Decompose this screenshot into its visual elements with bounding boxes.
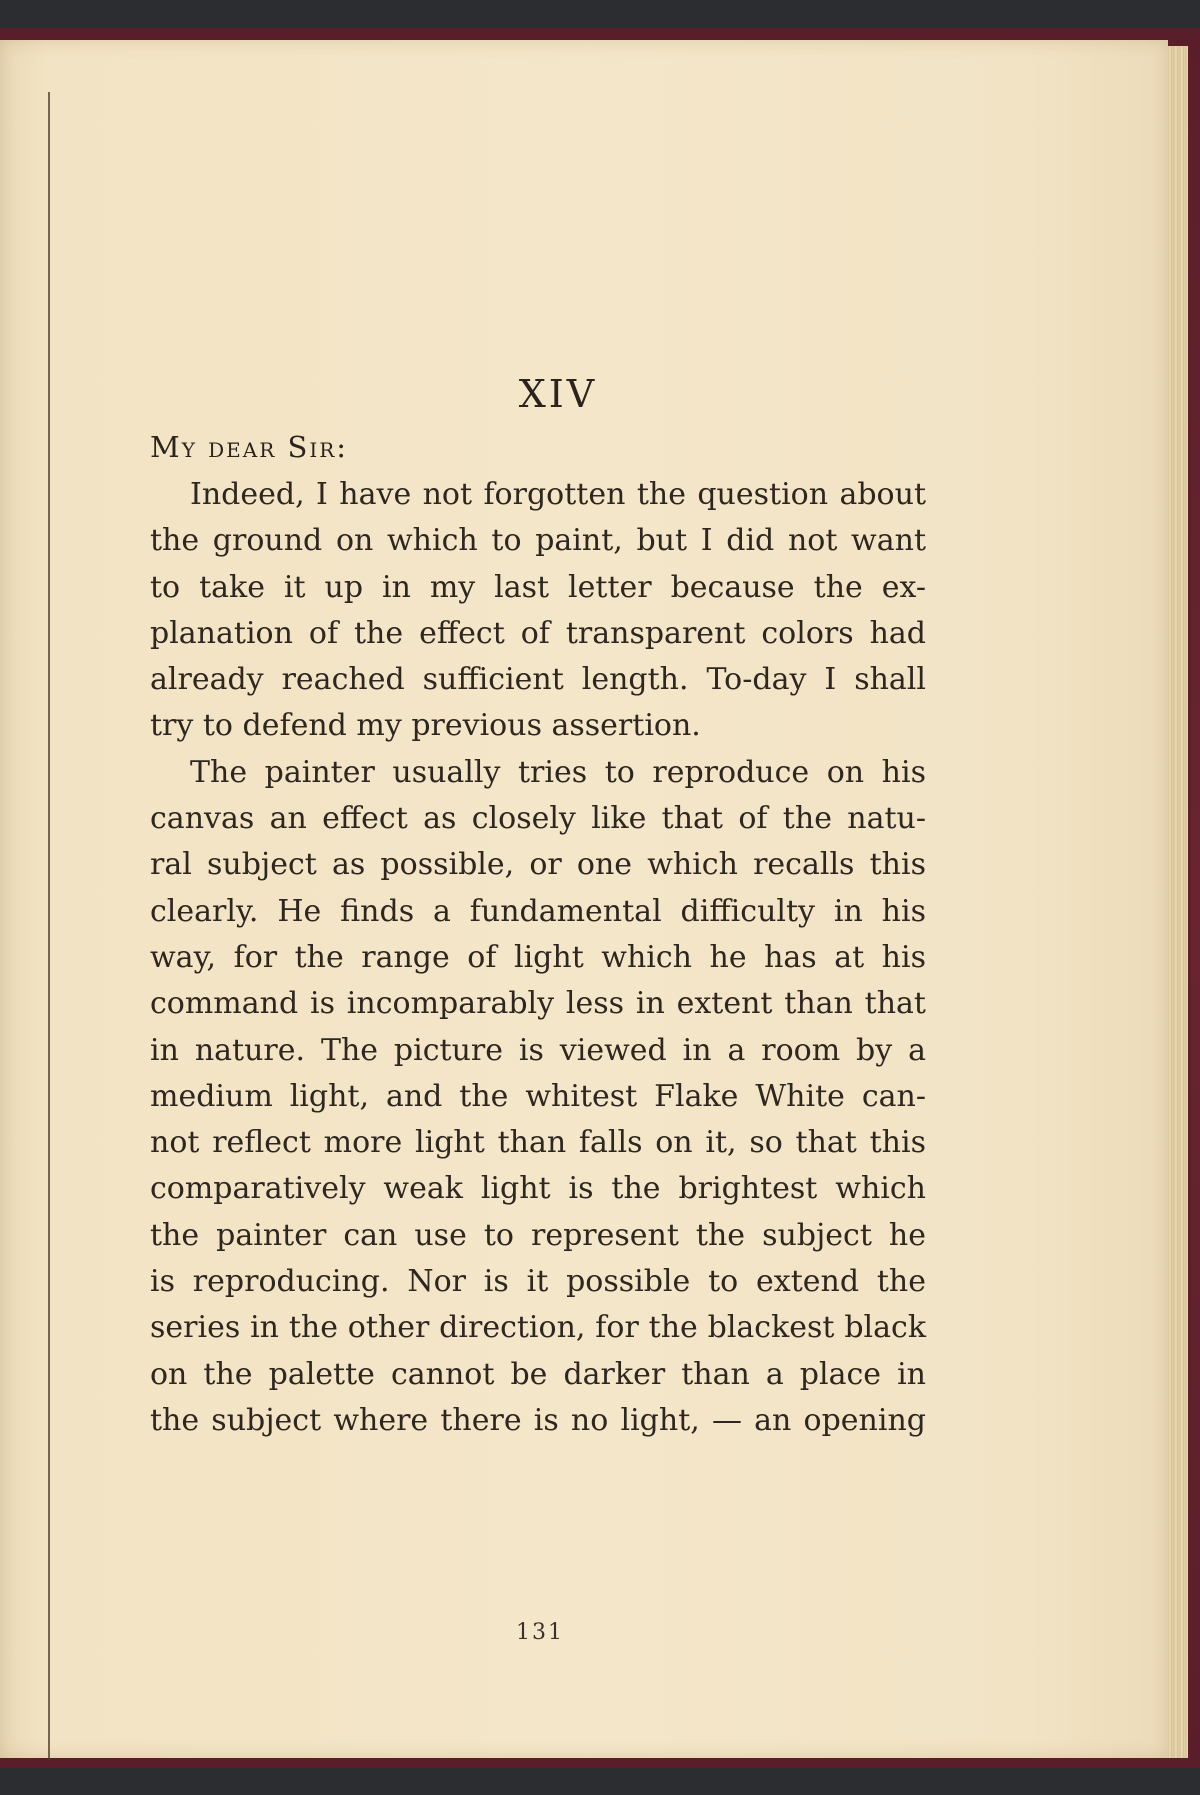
text-block xyxy=(150,372,926,1444)
text-line: already reached sufficient length. To-day I shall xyxy=(150,662,926,698)
page-number: 131 xyxy=(516,1620,564,1645)
text-line: is reproducing. Nor is it possible to extend the xyxy=(150,1264,926,1300)
text-line: on the palette cannot be darker than a place in xyxy=(150,1356,926,1392)
text-line: canvas an effect as closely like that of the natu- xyxy=(150,801,926,837)
text-line: planation of the effect of transparent colors had xyxy=(150,615,926,651)
text-line: the ground on which to paint, but I did not want xyxy=(150,523,926,559)
text-line: to take it up in my last letter because the ex- xyxy=(150,569,926,605)
text-line: the painter can use to represent the subject he xyxy=(150,1217,926,1253)
text-line: clearly. He finds a fundamental difficulty in his xyxy=(150,893,926,929)
text-line: series in the other direction, for the blackest black xyxy=(150,1310,926,1346)
text-line: medium light, and the whitest Flake White can- xyxy=(150,1078,926,1114)
text-line: command is incomparably less in extent than that xyxy=(150,986,926,1022)
text-line: The painter usually tries to reproduce on his xyxy=(190,754,926,790)
text-line: ral subject as possible, or one which recalls this xyxy=(150,847,926,883)
text-line: Indeed, I have not forgotten the question about xyxy=(190,477,926,512)
text-line: in nature. The picture is viewed in a room by a xyxy=(150,1032,926,1068)
text-line: way, for the range of light which he has at his xyxy=(150,939,926,975)
gutter-line xyxy=(48,92,50,1760)
salutation: My dear Sir: xyxy=(150,430,349,464)
chapter-title: XIV xyxy=(518,372,598,416)
text-line: try to defend my previous assertion. xyxy=(150,708,701,744)
text-line: not reflect more light than falls on it, so that this xyxy=(150,1125,926,1161)
text-line: the subject where there is no light, — an opening xyxy=(150,1402,926,1438)
text-line: comparatively weak light is the brightest which xyxy=(150,1171,926,1207)
